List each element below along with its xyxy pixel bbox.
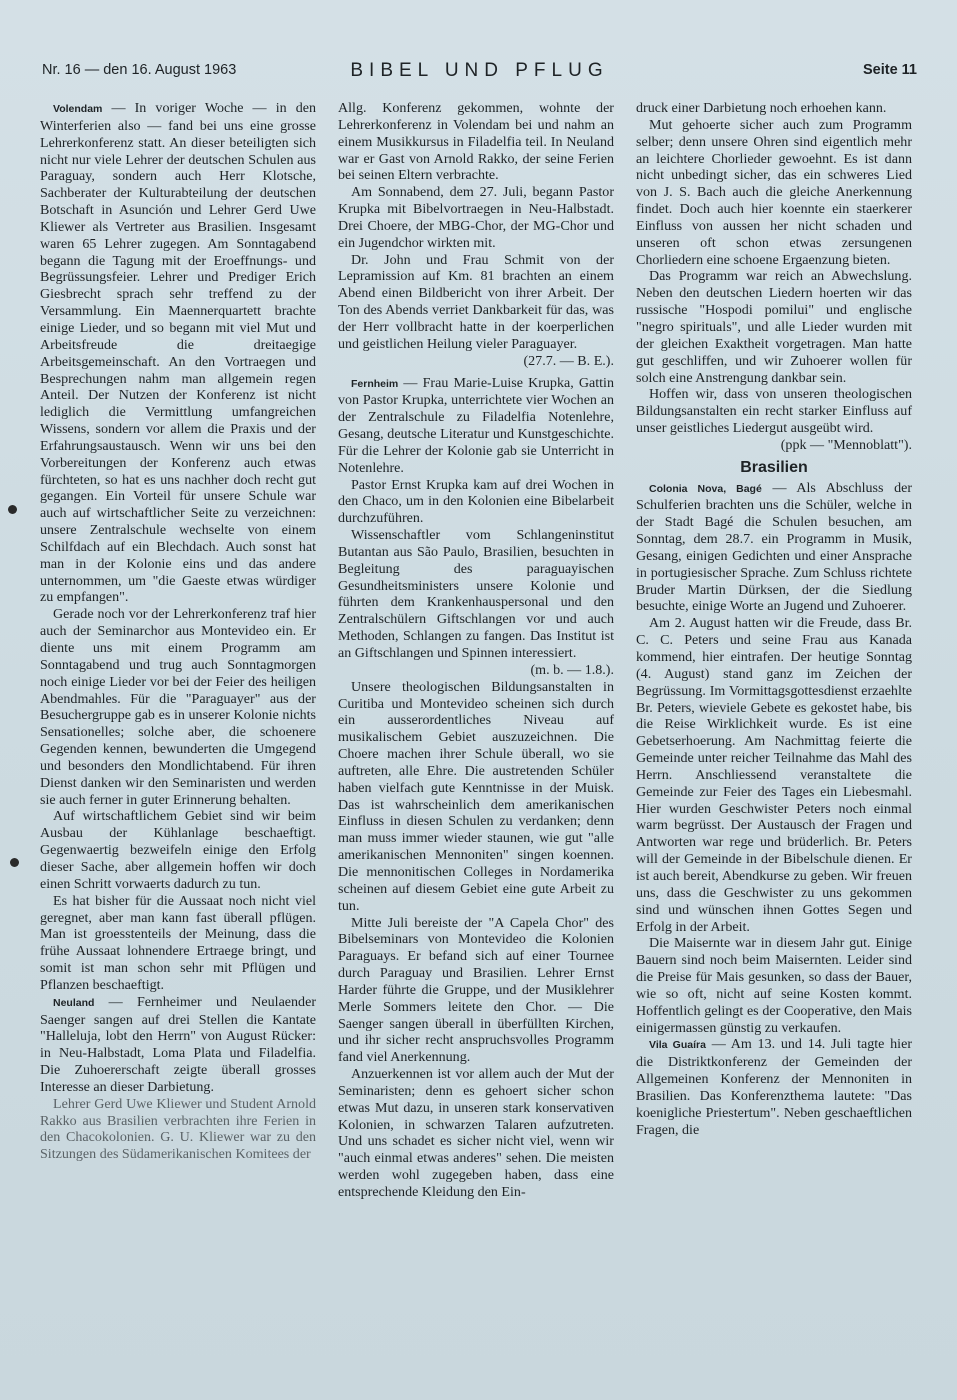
punch-hole-mark — [10, 858, 19, 867]
paragraph: Auf wirtschaftlichem Gebiet sind wir beim Ausbau der Kühlanlage beschaeftigt. Gegenwaertig bezweifeln einige den Erfolg dieser Sache, aber allgemein hoffen wir doch einen Schritt vorwaerts dadurch zu tun. — [40, 808, 316, 892]
article-vila-guaira: Vila Guaíra — Am 13. und 14. Juli tagte hier die Distriktkonferenz der Gemeinden der Allgemeinen Konferenz der Mennoniten in Brasilien. Das Konferenzthema lautete: "Das koenigliche Priestertum". Neben geschaeftlichen Fragen, die — [636, 1036, 912, 1138]
punch-hole-mark — [8, 505, 17, 514]
signature: (ppk — "Mennoblatt"). — [780, 436, 912, 453]
column-2 — [338, 100, 614, 1201]
newspaper-title: BIBEL UND PFLUG — [350, 60, 609, 81]
paragraph: Pastor Ernst Krupka kam auf drei Wochen in den Chaco, um in den Kolonien eine Bibelarbeit durchzuführen. — [338, 476, 614, 527]
paragraph: druck einer Darbietung noch erhoehen kann. — [636, 100, 887, 116]
page-header — [42, 58, 917, 86]
paragraph: Mitte Juli bereiste der "A Capela Chor" des Bibelseminars von Montevideo die Kolonien Paraguays. Er befand sich auf einer Tournee durch Paraguay und Brasilien. Lehrer Ernst Harder führte die Gruppe, und der Musiklehrer Merle Sommers leitete den Chor. — Die Saenger sangen überall in überfüllten Kirchen, und ihr sicher recht anspruchsvolles Programm fand viel Anerkennung. — [338, 914, 614, 1066]
place-neuland: Neuland — [53, 996, 95, 1009]
place-fernheim: Fernheim — [351, 377, 399, 390]
place-volendam: Volendam — [53, 103, 103, 115]
paragraph: Am Sonnabend, dem 27. Juli, begann Pastor Krupka mit Bibelvortraegen in Neu-Halbstadt. Drei Choere, der MBG-Chor, der MG-Chor und ein Jugendchor wirkten mit. — [338, 184, 614, 251]
paragraph: Hoffen wir, dass von unseren theologischen Bildungsanstalten ein recht starker Einfluss auf unser geistliches Liedergut ausgeübt wird. — [636, 386, 912, 437]
section-heading-brasilien: Brasilien — [740, 458, 808, 476]
paragraph: Es hat bisher für die Aussaat noch nicht viel geregnet, aber man kann fast überall pflügen. Man ist groesstenteils der Meinung, dass die frühe Aussaat lohnendere Ertraege bringt, und somit ist man schon sehr mit Pflügen und Pflanzen beschaeftigt. — [40, 892, 316, 993]
paragraph: Das Programm war reich an Abwechslung. Neben den deutschen Liedern hoerten wir das russische "Hospodi pomilui" und englische "negro spirituals", und alle Lieder wurden mit der gleichen Exaktheit vorgetragen. Man hatte gut geschliffen, und wir Zuhoerer wollen für solch eine Anstrengung dankbar sein. — [636, 268, 912, 386]
signature: (27.7. — B. E.). — [523, 352, 614, 369]
page-number: Seite 11 — [862, 62, 917, 78]
column-1 — [40, 100, 316, 1163]
article-volendam: Volendam — In voriger Woche — in den Winterferien also — fand bei uns eine grosse Lehrerkonferenz statt. An dieser beteiligten sich nicht nur viele Lehrer der deutschen Schulen aus Paraguay, sondern auch Herr Klotsche, Sachberater der Kulturabteilung der deutschen Botschaft in Asunción und Lehrer Gerd Uwe Kliewer als Vertreter aus Brasilien. Insgesamt waren 65 Lehrer zugegen. Am Sonntagabend begann die Tagung mit der Eroeffnungs- und Begrüssungsfeier. Lehrer und Prediger Erich Giesbrecht sprach sehr treffend zu der Versammlung. Ein Maennerquartett brachte einige Lieder, und so begann mit viel Mut und Arbeitsfreude die dreitaegige Arbeitsgemeinschaft. An den Vortraegen und Besprechungen nahm man allgemein regen Anteil. Der Nutzen der Konferenz ist nicht lediglich die Vermittlung umfangreichen Wissens, sondern vor allem die Praxis und der Erfahrungsaustausch. Wenn wir uns bei den Vorbereitungen der Konferenz auch etwas fürchteten, so hat es uns nachher doch recht gut gegangen. Ein Vorteil für unsere Schule war auch auf wirtschaftlicher Seite zu verzeichnen: unsere Zentralschule wechselte von einem Schilfdach auf ein Blechdach. Auch sonst hat man in der Kolonie eins und das andere unternommen, um "die Gaeste etwas würdiger zu empfangen". — [40, 100, 316, 606]
paragraph: Die Maisernte war in diesem Jahr gut. Einige Bauern sind noch beim Maisernten. Leider sind die Preise für Mais gesunken, so dass der Bauer, wie so oft, nicht auf seine Kosten kommt. Hoffentlich gelingt es der Cooperative, den Mais einigermassen günstig zu verkaufen. — [636, 935, 912, 1036]
paragraph: Anzuerkennen ist vor allem auch der Mut der Seminaristen; denn es gehoert sicher schon etwas Mut dazu, in unseren stark konservativen Kolonien, in schwarzen Talaren aufzutreten. Und uns schadet es sicher nicht viel, wenn wir "auch einmal etwas anderes" sehen. Die meisten werden wohl zugegeben haben, dass eine entsprechende Kleidung den Ein- — [338, 1066, 614, 1200]
paragraph: Am 2. August hatten wir die Freude, dass Br. C. C. Peters und seine Frau aus Kanada kommend, hier eintrafen. Der heutige Sonntag (4. August) stand ganz im Zeichen der Begrüssung. Im Vormittagsgottesdienst erzaehlte Br. Peters, wieviele Gebete es gekostet habe, bis die Reise Wirklichkeit wurde. Es ist eine Gebetserhoerung. Am Nachmittag feierte die Gemeinde unter reicher Teilnahme das Mahl des Herrn. Anschliessend veranstaltete die Gemeinde zur Feier des Tages ein Liebesmahl. Hier wurden Geschwister Peters noch einmal warm begrüsst. Der Austausch der Fragen und Antworten war rege und brüderlich. Br. Peters will der Gemeinde in der Bibelschule dienen. Er ist auch bereit, Abendkurse zu geben. Wir freuen uns, dass die Geschwister zu uns gekommen sind und wünschen ihnen Gottes Segen und Erfolg in der Arbeit. — [636, 615, 912, 935]
paragraph: Unsere theologischen Bildungsanstalten in Curitiba und Montevideo scheinen sich durch ein ausserordentliches Niveau auf musikalischem Gebiet auszuzeichnen. Die Choere machen ihrer Schule überall, wo sie auftreten, alle Ehre. Die austretenden Schüler haben vielfach gute Kenntnisse in der Muisk. Das ist wahrscheinlich dem amerikanischen Einfluss in diesen Schulen zu verdanken; denn man muss immer wieder staunen, wie gut "alle amerikanischen Mennoniten" singen koennen. Die mennonitischen Colleges in Nordamerika scheinen auf diesem Gebiet eine gute Arbeit zu tun. — [338, 678, 614, 914]
article-fernheim: Fernheim — Frau Marie-Luise Krupka, Gattin von Pastor Krupka, unterrichtete vier Wochen an der Zentralschule zu Filadelfia Notenlehre, Gesang, deutsche Literatur und Kunstgeschichte. Für die Lehrer der Kolonie gab sie Unterricht in Notenlehre. — [338, 374, 614, 476]
paragraph: Mut gehoerte sicher auch zum Programm selber; denn unsere Ohren sind eigentlich mehr an leichtere Chorlieder gewoehnt. Es ist dann nicht unbedingt sicher, das ein schweres Lied von J. S. Bach auch die gleiche Anerkennung findet. Doch auch hier koennte ein staerkerer Einfluss von aussen her nicht schaden und unseren oft schon etwas zersungenen Chorliedern eine schoene Ergaenzung bieten. — [636, 116, 912, 268]
place-colonia-nova: Colonia Nova, Bagé — [649, 482, 762, 495]
paragraph: Dr. John und Frau Schmit von der Lepramission auf Km. 81 brachten an einem Abend einen Bildbericht von ihrer Arbeit. Der Ton des Abends verriet Dankbarkeit für das, was der Herr vollbracht hatte in der koerperlichen und geistlichen Heilung vieler Paraguayer. — [338, 251, 614, 352]
signature: (m. b. — 1.8.). — [530, 661, 614, 678]
place-vila-guaira: Vila Guaíra — [649, 1039, 706, 1052]
article-colonia-nova: Colonia Nova, Bagé — Als Abschluss der Schulferien brachten uns die Schüler, welche in der Stadt Bagé die Schulen besuchen, am Sonntag, dem 28.7. ein Programm in Musik, Gesang, einigen Gedichten und einer Ansprache in portugiesischer Sprache. Zum Schluss richtete Bruder Martin Dürksen, der die Siedlung besuchte, einige Worte an Jugend und Zuhoerer. — [636, 479, 913, 615]
issue-date: Nr. 16 — den 16. August 1963 — [42, 62, 237, 78]
column-3 — [636, 100, 912, 1138]
paragraph: Wissenschaftler vom Schlangeninstitut Butantan aus São Paulo, Brasilien, besuchten in Begleitung des paraguayischen Gesundheitsministers unsere Kolonie und führten dem Krankenhauspersonal und den Zentralschülern Giftschlangen vor und auch Methoden, Schlangen zu fangen. Das Institut ist an Giftschlangen und Spinnen interessiert. — [338, 527, 614, 661]
paragraph: Allg. Konferenz gekommen, wohnte der Lehrerkonferenz in Volendam bei und nahm an einem Musikkursus in Filadelfia teil. In Neuland war er Gast von Arnold Rakko, der seine Ferien bei seinen Eltern verbrachte. — [338, 100, 614, 184]
paragraph: Gerade noch vor der Lehrerkonferenz traf hier auch der Seminarchor aus Montevideo ein. Er diente uns mit einem Programm am Sonntagabend und trug auch Sonntagmorgen noch einige Lieder vor bei der Feier des heiligen Abendmahles. Für die "Paraguayer" aus der Besuchergruppe gab es in unserer Kolonie nichts Sensationelles; solche aber, die schoenere Gegenden kennen, bewunderten die Umgegend und besonders den Mondlichtabend. Für ihren Dienst danken wir den Seminaristen und werden sie auch ferner in guter Erinnerung behalten. — [40, 606, 316, 808]
paragraph: Lehrer Gerd Uwe Kliewer und Student Arnold Rakko aus Brasilien verbrachten ihre Ferien in den Chacokolonien. G. U. Kliewer war zu den Sitzungen des Südamerikanischen Komitees der — [40, 1095, 316, 1163]
article-neuland: Neuland — Fernheimer und Neulaender Saenger sangen auf drei Stellen die Kantate "Halleluja, lobt den Herrn" von August Rücker: in Neu-Halbstadt, Loma Plata und Filadelfia. Die Zuhoererschaft zeigte überall grosses Interesse an dieser Darbietung. — [40, 993, 316, 1095]
